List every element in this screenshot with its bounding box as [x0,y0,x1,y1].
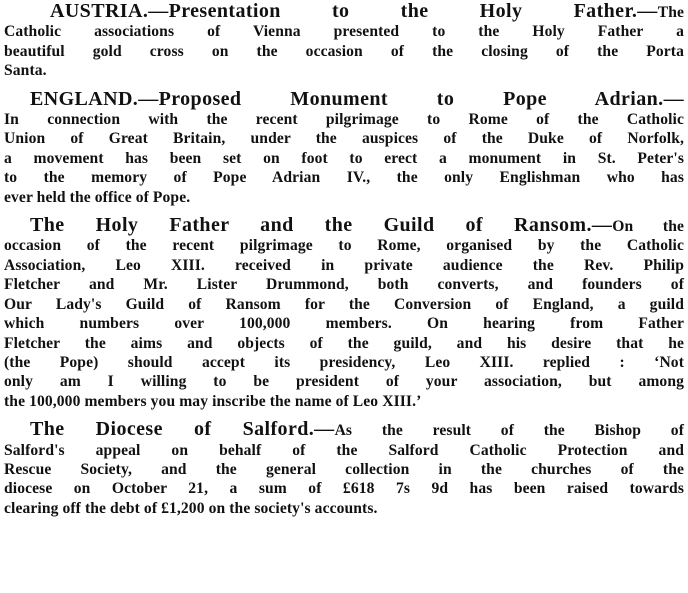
article-line: Fletcher the aims and objects of the guild, and his desire that he [4,334,684,352]
article-line: the 100,000 members you may inscribe the name of Leo XIII.’ [4,392,422,410]
article-text: The [657,4,684,21]
article-line [4,216,684,236]
article-line: Association, Leo XIII. received in private audience the Rev. Philip [4,256,684,274]
article-line [4,2,684,22]
article-line: to the memory of Pope Adrian IV., the only Englishman who has [4,169,684,187]
article-line: ever held the office of Pope. [4,188,191,206]
article-line: clearing off the debt of £1,200 on the society's accounts. [4,499,378,517]
article-line: Our Lady's Guild of Ransom for the Conversion of England, a guild [4,295,684,313]
article-line: Salford's appeal on behalf of the Salford Catholic Protection and [4,441,684,459]
newspaper-clipping [4,2,684,527]
article-line: diocese on October 21, a sum of £618 7s 9d has been raised towards [4,480,684,498]
article-line: beautiful gold cross on the occasion of the closing of the Porta [4,42,684,60]
article-line: occasion of the recent pilgrimage to Rome, organised by the Catholic [4,237,684,255]
article-diocese-of-salford [4,420,684,518]
article-text: On the [612,218,684,236]
article-heading: ENGLAND.—Proposed Monument to Pope Adrian.— [30,87,684,110]
article-line: Santa. [4,62,47,80]
article-heading: The Holy Father and the Guild of Ransom.— [30,214,613,237]
article-line: Fletcher and Mr. Lister Drummond, both converts, and founders of [4,276,684,294]
article-line [4,420,684,440]
article-line: only am I willing to be president of your association, but among [4,373,684,391]
article-line: Rescue Society, and the general collection in the churches of the [4,460,684,478]
article-line: Catholic associations of Vienna presented to the Holy Father a [4,23,684,41]
article-line: which numbers over 100,000 members. On hearing from Father [4,315,684,333]
article-austria [4,2,684,81]
article-line: a movement has been set on foot to erect a monument in St. Peter's [4,149,684,167]
article-line [4,87,684,110]
article-line: Union of Great Britain, under the auspices of the Duke of Norfolk, [4,130,684,148]
article-england [4,87,684,207]
article-guild-of-ransom [4,216,684,411]
article-line: (the Pope) should accept its presidency, Leo XIII. replied : ‘Not [4,353,684,371]
article-heading: AUSTRIA.—Presentation to the Holy Father.— [50,0,658,22]
article-text: As the result of the Bishop of [334,422,685,440]
article-heading: The Diocese of Salford.— [30,418,335,441]
article-line: In connection with the recent pilgrimage to Rome of the Catholic [4,111,684,129]
